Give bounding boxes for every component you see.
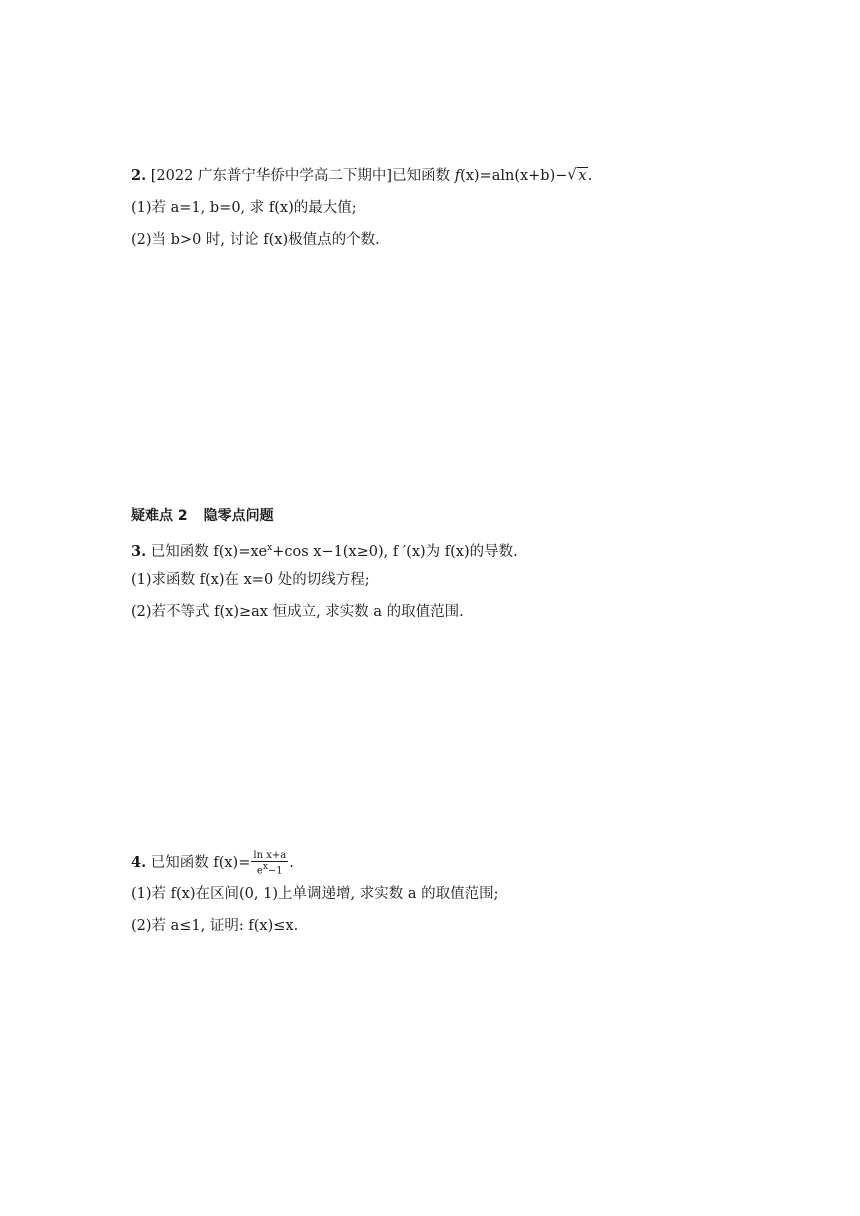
q3-statement-a: 已知函数 f(x)=xe: [150, 543, 268, 560]
q4-end: .: [289, 855, 294, 872]
section-heading: [131, 506, 274, 526]
q3-part1: (1)求函数 f(x)在 x=0 处的切线方程;: [131, 572, 370, 588]
q2-source: [2022 广东普宁华侨中学高二下期中]: [150, 168, 393, 184]
q3-statement: [131, 538, 518, 562]
section-label: 疑难点 2: [131, 508, 188, 524]
q4-statement-text: 已知函数 f(x)=: [150, 855, 251, 872]
q4-frac-top: ln x+a: [253, 850, 287, 861]
q3-statement-b: +cos x−1(x≥0), f ′(x)为 f(x)的导数.: [272, 543, 518, 560]
q2-statement: [131, 166, 592, 186]
q2-part2: (2)当 b>0 时, 讨论 f(x)极值点的个数.: [131, 232, 380, 248]
q3-number: 3.: [131, 542, 147, 560]
q2-end: .: [587, 168, 593, 184]
q2-sqrt: √ x: [567, 167, 587, 184]
q4-fraction: [251, 850, 288, 876]
q4-number: 4.: [131, 854, 147, 872]
q3-sup: x: [267, 543, 273, 553]
q4-frac-bot-end: −1: [267, 865, 283, 877]
q2-sqrt-var: x: [578, 168, 587, 184]
q2-func-pre: f: [454, 168, 461, 184]
q4-frac-bot-sup: x: [262, 862, 268, 872]
q3-part2: (2)若不等式 f(x)≥ax 恒成立, 求实数 a 的取值范围.: [131, 604, 464, 620]
q2-intro: 已知函数: [392, 168, 451, 184]
q4-frac-bot: e: [256, 865, 263, 877]
q2-part1: (1)若 a=1, b=0, 求 f(x)的最大值;: [131, 200, 357, 216]
q4-part1: (1)若 f(x)在区间(0, 1)上单调递增, 求实数 a 的取值范围;: [131, 886, 499, 902]
q4-statement: [131, 850, 294, 876]
q4-part2: (2)若 a≤1, 证明: f(x)≤x.: [131, 918, 299, 934]
q2-number: 2.: [131, 167, 147, 184]
section-title: 隐零点问题: [203, 508, 274, 524]
q2-func-mid: (x)=aln(x+b)−: [460, 168, 568, 184]
